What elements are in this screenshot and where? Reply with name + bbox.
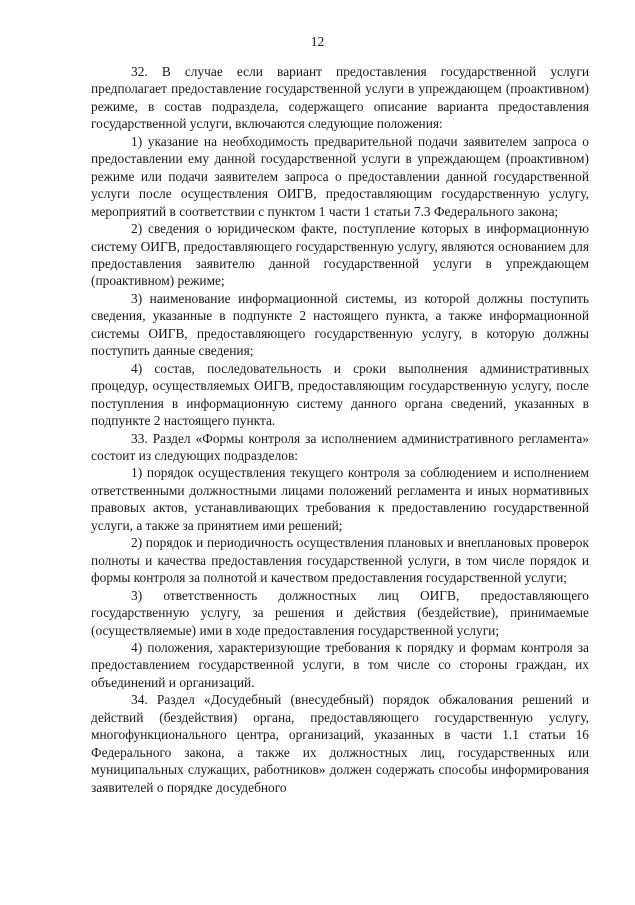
paragraph-33-item-3: 3) ответственность должностных лиц ОИГВ, предоставляющего государственную услугу, за решения и действия (бездействие), принимаемые (осуществляемые) ими в ходе предоставления государственной услуги; <box>91 587 589 638</box>
paragraph-32: 32. В случае если вариант предоставления государственной услуги предполагает предоставление государственной услуги в упреждающем (проактивном) режиме, в состав подраздела, содержащего описание варианта предоставления государственной услуги, включаются следующие положения: <box>91 64 589 132</box>
paragraph-32-item-4: 4) состав, последовательность и сроки выполнения административных процедур, осуществляемых ОИГВ, предоставляющим государственную услугу, после поступления в информационную систему данного органа сведений, указанных в подпункте 2 настоящего пункта. <box>91 360 589 429</box>
paragraph-32-item-3: 3) наименование информационной системы, из которой должны поступить сведения, указанные в подпункте 2 настоящего пункта, а также информационной системы ОИГВ, предоставляющего государственную услугу, в которую должны поступить данные сведения; <box>91 290 589 359</box>
paragraph-32-item-1: 1) указание на необходимость предварительной подачи заявителем запроса о предоставлении ему данной государственной услуги в упреждающем (проактивном) режиме или подачи заявителем запроса о предоставлении данной государственной услуги после осуществления ОИГВ, предоставляющим государственную услугу, мероприятий в соответствии с пунктом 1 части 1 статьи 7.3 Федерального закона; <box>91 133 589 219</box>
paragraph-33-item-2: 2) порядок и периодичность осуществления плановых и внеплановых проверок полноты и качества предоставления государственной услуги, в том числе порядок и формы контроля за полнотой и качеством предоставления государственной услуги; <box>91 535 589 586</box>
paragraph-33-item-1: 1) порядок осуществления текущего контроля за соблюдением и исполнением ответственными должностными лицами положений регламента и иных нормативных правовых актов, устанавливающих требования к предоставлению государственной услуги, а также за принятием ими решений; <box>91 465 589 533</box>
paragraph-34: 34. Раздел «Досудебный (внесудебный) порядок обжалования решений и действий (бездействия) органа, предоставляющего государственную услугу, многофункционального центра, организаций, указанных в части 1.1 статьи 16 Федерального закона, а также их должностных лиц, государственных или муниципальных служащих, работников» должен содержать способы информирования заявителей о порядке досудебного <box>91 692 589 795</box>
paragraph-33: 33. Раздел «Формы контроля за исполнением административного регламента» состоит из следующих подразделов: <box>91 430 589 463</box>
paragraph-32-item-2: 2) сведения о юридическом факте, поступление которых в информационную систему ОИГВ, предоставляющего государственную услугу, являются основанием для предоставления заявителю данной государственной услуги в упреждающем (проактивном) режиме; <box>91 221 589 289</box>
document-body <box>91 63 589 796</box>
paragraph-33-item-4: 4) положения, характеризующие требования к порядку и формам контроля за предоставлением государственной услуги, в том числе со стороны граждан, их объединений и организаций. <box>91 639 589 690</box>
page-number: 12 <box>310 34 325 49</box>
